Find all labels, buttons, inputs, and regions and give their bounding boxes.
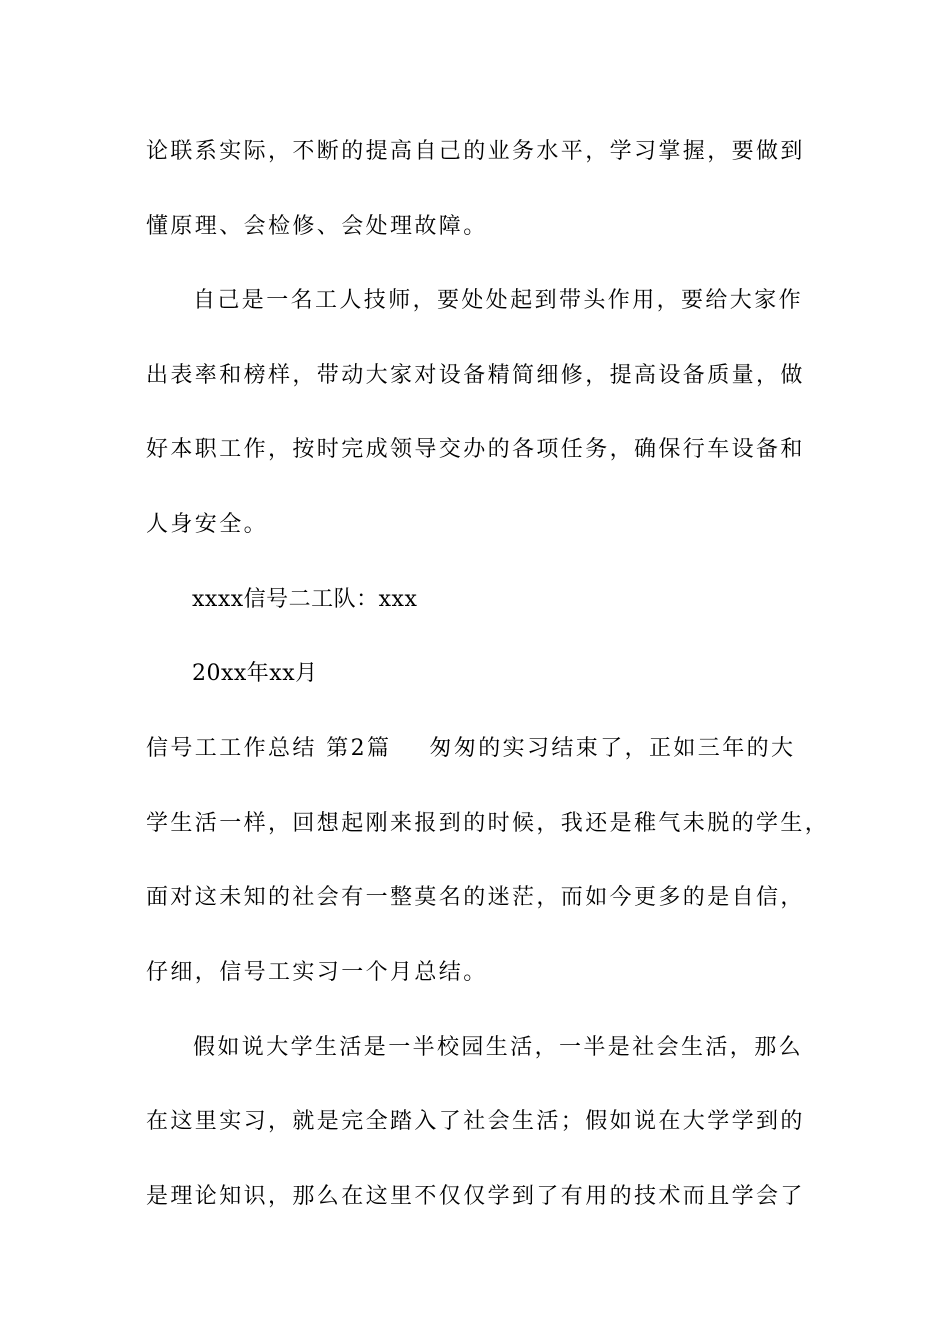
paragraph-line: 假如说大学生活是一半校园生活，一半是社会生活，那么 (193, 1035, 804, 1060)
paragraph-line: 懂原理、会检修、会处理故障。 (146, 214, 488, 239)
paragraph-line: 出表率和榜样，带动大家对设备精简细修，提高设备质量，做 (146, 363, 805, 388)
section-heading-line (146, 734, 795, 764)
paragraph-line: 论联系实际，不断的提高自己的业务水平，学习掌握，要做到 (146, 139, 805, 164)
signature-line: xxxx信号二工队：xxx (192, 587, 418, 612)
paragraph-line: 人身安全。 (146, 512, 269, 537)
paragraph-text: 匆匆的实习结束了，正如三年的大 (429, 736, 796, 761)
paragraph-line: 仔细，信号工实习一个月总结。 (146, 960, 488, 985)
date-line: 20xx年xx月 (192, 661, 318, 686)
paragraph-line: 好本职工作，按时完成领导交办的各项任务，确保行车设备和 (146, 437, 805, 462)
paragraph-line: 自己是一名工人技师，要处处起到带头作用，要给大家作 (193, 288, 804, 313)
paragraph-line: 面对这未知的社会有一整莫名的迷茫，而如今更多的是自信， (146, 885, 805, 910)
paragraph-line: 学生活一样，回想起刚来报到的时候，我还是稚气未脱的学生， (146, 811, 830, 836)
section-title: 信号工工作总结 第2篇 (146, 736, 392, 761)
paragraph-line: 在这里实习，就是完全踏入了社会生活；假如说在大学学到的 (146, 1109, 805, 1134)
paragraph-line: 是理论知识，那么在这里不仅仅学到了有用的技术而且学会了 (146, 1184, 805, 1209)
